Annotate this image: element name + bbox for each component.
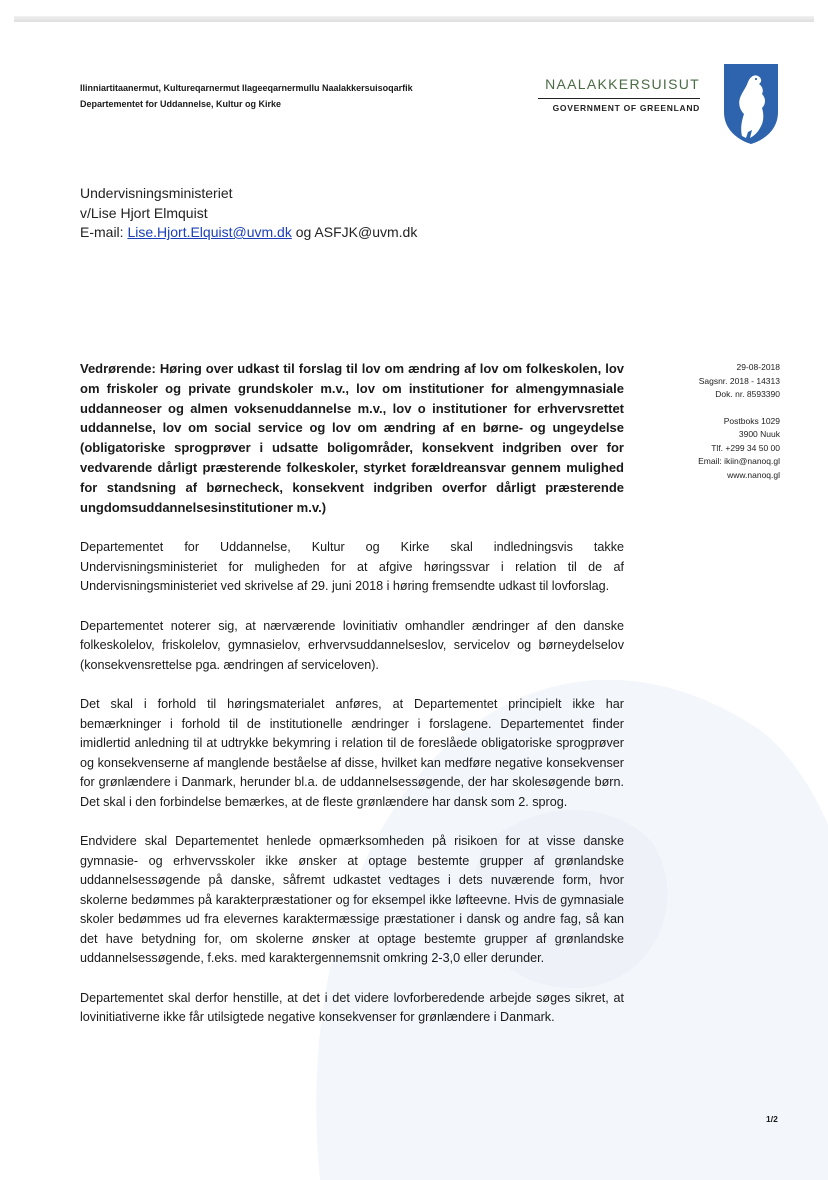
department-name-danish: Departementet for Uddannelse, Kultur og Kirke (80, 99, 282, 109)
po-box: Postboks 1029 (723, 415, 780, 426)
website: www.nanoq.gl (727, 469, 780, 480)
recipient-email-link[interactable]: Lise.Hjort.Elquist@uvm.dk (127, 224, 292, 240)
recipient-organization: Undervisningsministeriet (80, 185, 233, 201)
brand-subtitle: GOVERNMENT OF GREENLAND (552, 103, 700, 113)
email-suffix: og ASFJK@uvm.dk (291, 224, 418, 240)
letter-date: 29-08-2018 (736, 362, 780, 372)
department-header (80, 80, 413, 112)
letter-metadata-sidebar (650, 361, 780, 482)
phone-number: Tlf. +299 34 50 00 (711, 442, 780, 453)
contact-email: Email: ikiin@nanoq.gl (698, 456, 780, 466)
email-prefix: E-mail: (80, 224, 128, 240)
postal-city: 3900 Nuuk (738, 429, 780, 439)
page-number: 1/2 (766, 1114, 778, 1124)
government-logo-text (520, 76, 700, 113)
recipient-block (80, 184, 417, 243)
recipient-email-line (80, 223, 417, 243)
sidebar-gap (650, 402, 780, 415)
brand-divider (538, 98, 700, 99)
recipient-attention: v/Lise Hjort Elmquist (80, 204, 208, 221)
subject-heading: Vedrørende: Høring over udkast til forslag til lov om ændring af lov om folkeskolen, lov om friskoler og private grundskoler m.v., lov om institutioner for almengymnasiale uddanneoser og almen voksenuddannelse m.v., lov o institutioner for erhvervsrettet uddannelse, lov om social service og lov om ændring af en børne- og ungeydelse (obligatoriske sprogprøver i udsatte boligområder, konsekvent indgriben over for vedvarende dårligt præsterende folkeskoler, styrket forældreansvar gennem mulighed for standsning af børnecheck, konsekvent indgriben overfor dårligt præsterende ungdomsuddannelsesinstitutioner m.v.) (80, 361, 624, 515)
letter-body (80, 359, 624, 1048)
body-paragraph-5: Departementet skal derfor henstille, at det i det videre lovforberedende arbejde søges sikret, at lovinitiativerne ikke får utilsigtede negative konsekvenser for grønlændere i Danmark. (80, 990, 624, 1025)
body-paragraph-3: Det skal i forhold til høringsmaterialet anføres, at Departementet principielt ikke har bemærkninger i forhold til de institutionelle ændringer i forslagene. Departementet finder imidlertid anledning til at udtrykke bekymring i relation til de foreslåede obligatoriske sprogprøver og konsekvenserne af manglende beståelse af disse, hvilket kan medføre negative konsekvenser for grønlændere i Danmark, herunder bl.a. de uddannelsessøgende, der har skolesøgende børn. Det skal i den forbindelse bemærkes, at de fleste grønlændere har dansk som 2. sprog. (80, 697, 624, 809)
body-paragraph-4: Endvidere skal Departementet henlede opmærksomheden på risikoen for at visse danske gymnasie- og erhvervsskoler ikke ønsker at optage bestemte grupper af grønlandske uddannelsessøgende på danske, såfremt udkastet vedtages i dets nuværende form, hvor skolerne bedømmes på karakterpræstationer og for eksempel ikke løfteevne. Hvis de gymnasiale skoler bedømmes ud fra elevernes karaktermæssige præstationer i dansk og andre fag, så kan det have betydning for, om skolerne ønsker at optage bestemte grupper af grønlandske uddannelsessøgende, f.eks. med karaktergennemsnit omkring 2-3,0 eller derunder. (80, 834, 624, 966)
top-edge-rule (14, 16, 814, 22)
department-name-greenlandic: Ilinniartitaanermut, Kultureqarnermut Ilageeqarnermullu Naalakkersuisoqarfik (80, 83, 413, 93)
case-number: Sagsnr. 2018 - 14313 (698, 375, 780, 386)
brand-name: NAALAKKERSUISUT (545, 76, 700, 92)
body-paragraph-1: Departementet for Uddannelse, Kultur og Kirke skal indledningsvis takke Undervisningsministeriet for muligheden for at afgive høringssvar i relation til de af Undervisningsministeriet ved skrivelse af 29. juni 2018 i høring fremsendte udkast til lovforslag. (80, 540, 624, 594)
body-paragraph-2: Departementet noterer sig, at nærværende lovinitiativ omhandler ændringer af den danske folkeskolelov, friskolelov, gymnasielov, erhvervsuddannelseslov, servicelov og børneydelselov (konsekvensrettelse pga. ændringen af serviceloven). (80, 618, 624, 672)
greenland-crest-icon (722, 62, 780, 146)
document-number: Dok. nr. 8593390 (715, 389, 780, 399)
